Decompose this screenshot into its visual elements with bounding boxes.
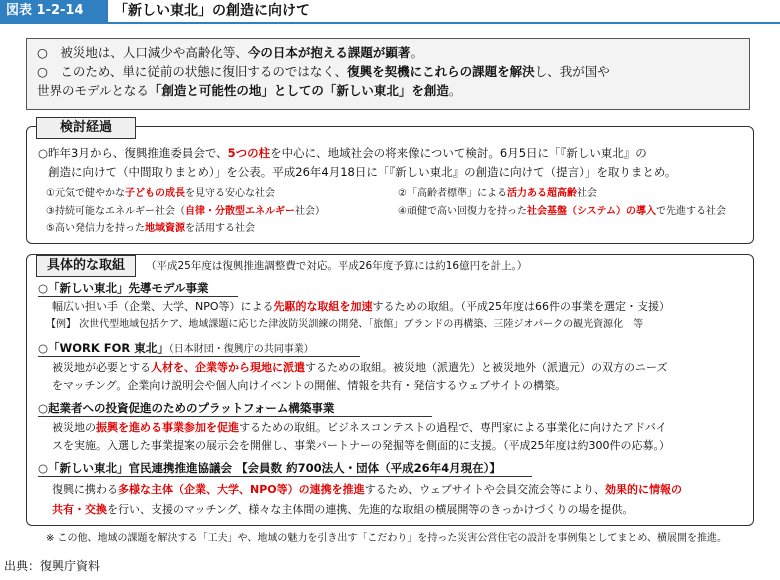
- initiatives-budget-note: （平成25年度は復興推進調整費で対応。平成26年度予算には約16億円を計上。）: [146, 260, 528, 272]
- pillar-2: ②「高齢者標準」による活力ある超高齢社会: [398, 188, 597, 199]
- item-3-body-2: スを実施。入選した事業提案の展示会を開催し、事業パートナーの発掘等を側面的に支援。（平成25年度は約300件の応募。）: [52, 439, 670, 452]
- header-divider: [0, 22, 780, 24]
- intro-line-1: ○ 被災地は、人口減少や高齢化等、今の日本が抱える課題が顕著。: [37, 45, 423, 60]
- pillar-5: ⑤高い発信力を持った地域資源を活用する社会: [46, 223, 255, 234]
- item-2-title: ○「WORK FOR 東北」（日本財団・復興庁の共同事業）: [38, 341, 314, 355]
- figure-header: [0, 0, 780, 22]
- item-3-title: ○起業者への投資促進のためのプラットフォーム構築事業: [38, 401, 335, 415]
- review-line-1: ○昨年3月から、復興推進委員会で、5つの柱を中心に、地域社会の将来像について検討。6月5日に「『新しい東北』の: [38, 146, 647, 160]
- intro-line-2: ○ このため、単に従前の状態に復旧するのではなく、復興を契機にこれらの課題を解決し、我が国や: [37, 64, 610, 79]
- item-4-underline: [38, 476, 532, 477]
- item-4-title: ○「新しい東北」官民連携推進協議会 【会員数 約700法人・団体（平成26年4月現在）】: [38, 461, 501, 475]
- footnote: ※ この他、地域の課題を解決する「工夫」や、地域の魅力を引き出す「こだわり」を持った災害公営住宅の設計を事例集としてまとめ、横展開を推進。: [46, 533, 727, 544]
- pillar-3: ③持続可能なエネルギー社会（自律・分散型エネルギー社会）: [46, 206, 325, 217]
- pillar-1: ①元気で健やかな子どもの成長を見守る安心な社会: [46, 188, 275, 199]
- item-3-underline: [38, 416, 432, 417]
- item-2-underline: [38, 356, 360, 357]
- figure-title: 「新しい東北」の創造に向けて: [114, 3, 310, 19]
- source-credit: 出典：復興庁資料: [4, 559, 101, 573]
- item-1-underline: [38, 296, 238, 297]
- item-3-body-1: 被災地の振興を進める事業参加を促進するための取組。ビジネスコンテストの過程で、専門家による事業化に向けたアドバイ: [52, 421, 667, 434]
- figure-label: 図表 1-2-14: [0, 0, 108, 22]
- initiatives-heading: 具体的な取組: [36, 255, 136, 277]
- review-line-2: 創造に向けて（中間取りまとめ）」を公表。平成26年4月18日に「『新しい東北』の創造に向けて（提言）」を取りまとめ。: [48, 165, 677, 179]
- review-heading: 検討経過: [36, 117, 136, 139]
- item-4-body-2: 共有・交換を行い、支援のマッチング、様々な主体間の連携、先進的な取組の横展開等のきっかけづくりの場を提供。: [52, 503, 634, 516]
- item-1-body-2: 【例】 次世代型地域包括ケア、地域課題に応じた津波防災訓練の開発、「旅館」ブランドの再構築、三陸ジオパークの観光資源化 等: [46, 319, 644, 330]
- intro-line-3: 世界のモデルとなる「創造と可能性の地」としての「新しい東北」を創造。: [37, 83, 462, 98]
- intro-box: [26, 38, 750, 110]
- item-1-body-1: 幅広い担い手（企業、大学、NPO等）による先駆的な取組を加速するための取組。（平成25年度は66件の事業を選定・支援）: [52, 300, 671, 313]
- item-1-title: ○「新しい東北」先導モデル事業: [38, 281, 209, 295]
- item-2-body-2: をマッチング。企業向け説明会や個人向けイベントの開催、情報を共有・発信するウェブサイトの構築。: [52, 379, 567, 392]
- item-2-body-1: 被災地が必要とする人材を、企業等から現地に派遣するための取組。被災地（派遣先）と被災地外（派遣元）の双方のニーズ: [52, 361, 668, 374]
- pillar-4: ④頑健で高い回復力を持った社会基盤（システム）の導入で先進する社会: [398, 206, 726, 217]
- item-4-body-1: 復興に携わる多様な主体（企業、大学、NPO等）の連携を推進するため、ウェブサイトや会員交流会等により、効果的に情報の: [52, 483, 682, 496]
